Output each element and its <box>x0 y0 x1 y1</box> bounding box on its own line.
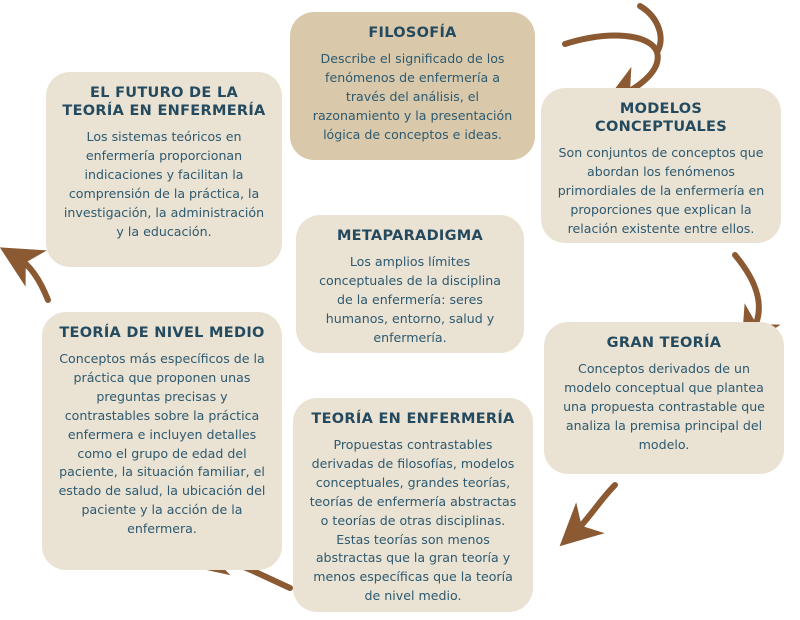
node-teoria-en-enfermeria <box>293 398 533 612</box>
node-body: Los sistemas teóricos en enfermería proporcionan indicaciones y facilitan la comprensión de la práctica, la investigación, la administración y la educación. <box>63 129 265 239</box>
node-futuro-teoria <box>46 72 282 267</box>
node-title: GRAN TEORÍA <box>606 335 722 351</box>
node-body: Los amplios límites conceptuales de la disciplina de la enfermería: seres humanos, entorno, salud y enfermería. <box>319 254 501 345</box>
node-title: TEORÍA EN ENFERMERÍA <box>311 411 515 427</box>
node-body: Conceptos derivados de un modelo conceptual que plantea una propuesta contrastable que analiza la premisa principal del modelo. <box>563 361 765 452</box>
node-modelos-conceptuales <box>541 88 781 243</box>
node-title: MODELOS CONCEPTUALES <box>595 101 727 136</box>
node-title: FILOSOFÍA <box>368 25 457 41</box>
node-body: Propuestas contrastables derivadas de filosofías, modelos conceptuales, grandes teorías, teorías de enfermería abstractas o teorías de otras disciplinas. Estas teorías son menos abstractas que la gran teoría y menos específicas que la teoría de nivel medio. <box>309 437 517 604</box>
node-gran-teoria <box>544 322 784 474</box>
arrow-filosofia-to-modelos <box>565 36 658 95</box>
node-body: Describe el significado de los fenómenos de enfermería a través del análisis, el razonamiento y la presentación lógica de conceptos e ideas. <box>312 51 513 142</box>
arrow-medio-to-futuro <box>18 258 48 300</box>
arrow-gran-to-teoria <box>575 485 615 532</box>
node-body: Son conjuntos de conceptos que abordan los fenómenos primordiales de la enfermería en proporciones que explican la relación existente entre ellos. <box>557 145 765 236</box>
node-filosofia <box>290 12 535 160</box>
node-body: Conceptos más específicos de la práctica que proponen unas preguntas precisas y contrastables sobre la práctica enfermera e incluyen detalles como el grupo de edad del paciente, la situación familiar, el estado de salud, la ubicación del paciente y la acción de la enfermera. <box>58 351 266 537</box>
arrow-modelos-to-gran <box>735 255 759 332</box>
node-metaparadigma <box>296 215 524 353</box>
node-title: METAPARADIGMA <box>336 228 484 244</box>
node-title: EL FUTURO DE LA TEORÍA EN ENFERMERÍA <box>62 85 266 120</box>
node-teoria-de-nivel-medio <box>42 312 282 570</box>
node-title: TEORÍA DE NIVEL MEDIO <box>59 325 265 341</box>
